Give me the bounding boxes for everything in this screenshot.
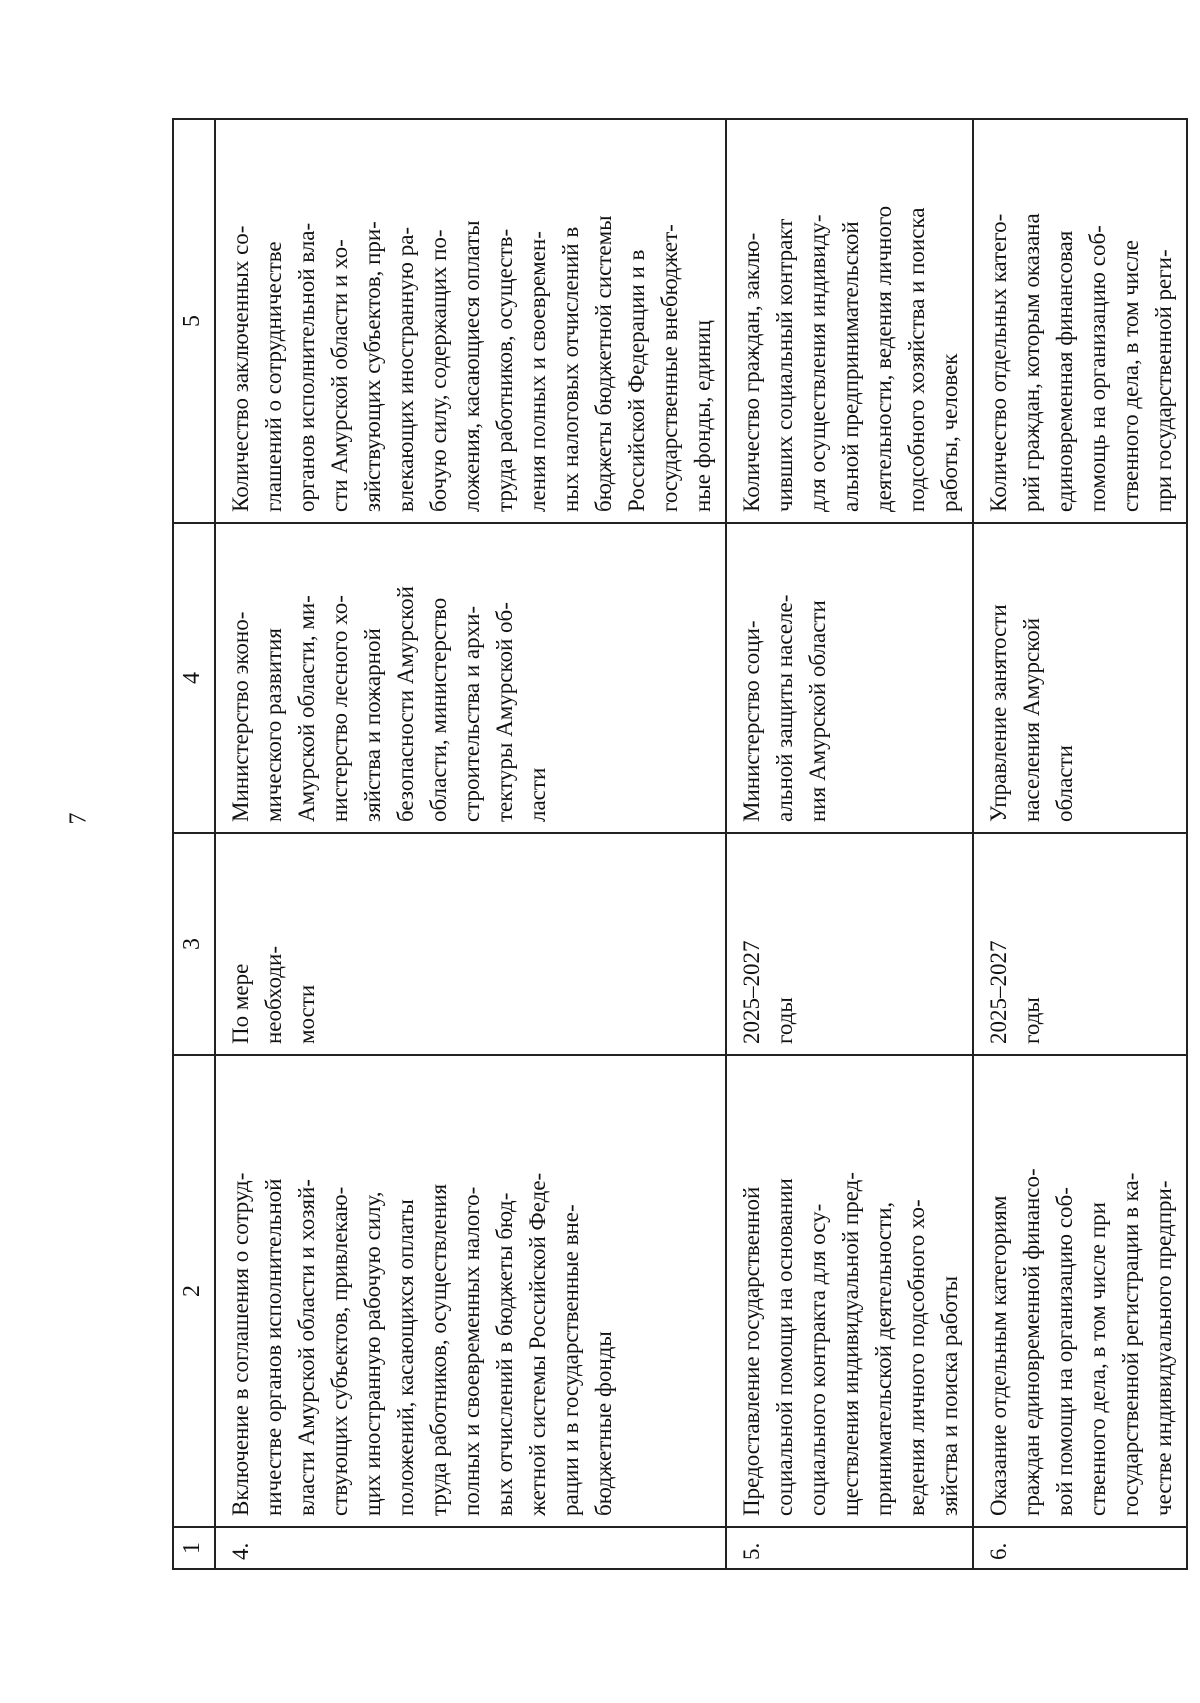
- row-number: 4.: [215, 1527, 726, 1569]
- table-row: [726, 119, 973, 1569]
- column-header: 5: [173, 119, 215, 523]
- column-header: 4: [173, 523, 215, 833]
- measure-cell: Оказание отдельным категориям граждан единовременной финансо- вой помощи на организацию соб- ственного дела, в том числе при государственной регистрации в ка- честве индивидуального предпри-: [973, 1055, 1187, 1527]
- column-header: 2: [173, 1055, 215, 1527]
- period-cell: 2025–2027 годы: [973, 833, 1187, 1055]
- measure-cell: Предоставление государственной социальной помощи на основании социального контракта для осу- ществления индивидуальной пред- принимательской деятельности, ведения личного подсобного хо- зяйства и поиска работы: [726, 1055, 973, 1527]
- executor-cell: Министерство соци- альной защиты населе- ния Амурской области: [726, 523, 973, 833]
- period-cell: 2025–2027 годы: [726, 833, 973, 1055]
- column-header: 3: [173, 833, 215, 1055]
- column-header: 1: [173, 1527, 215, 1569]
- measures-table: [172, 118, 1188, 1570]
- table-row: [215, 119, 726, 1569]
- indicator-cell: Количество граждан, заклю- чивших социальный контракт для осуществления индивиду- альной предпринимательской деятельности, ведения личного подсобного хозяйства и поиска работы, человек: [726, 119, 973, 523]
- table-header-row: [173, 119, 215, 1569]
- indicator-cell: Количество заключенных со- глашений о сотрудничестве органов исполнительной вла- сти Амурской области и хо- зяйствующих субъектов, при- влекающих иностранную ра- бочую силу, содержащих по- ложения, касающиеся оплаты труда работников, осуществ- ления полных и своевремен- ных налоговых отчислений в бюджеты бюджетной системы Российской Федерации и в государственные внебюджет- ные фонды, единиц: [215, 119, 726, 523]
- row-number: 5.: [726, 1527, 973, 1569]
- page-number: 7: [65, 812, 92, 825]
- measure-cell: Включение в соглашения о сотруд- ничестве органов исполнительной власти Амурской области и хозяй- ствующих субъектов, привлекаю- щих иностранную рабочую силу, положений, касающихся оплаты труда работников, осуществления полных и своевременных налого- вых отчислений в бюджеты бюд- жетной системы Российской Феде- рации и в государственные вне- бюджетные фонды: [215, 1055, 726, 1527]
- executor-cell: Управление занятости населения Амурской области: [973, 523, 1187, 833]
- table-row: [973, 119, 1187, 1569]
- executor-cell: Министерство эконо- мического развития Амурской области, ми- нистерство лесного хо- зяйства и пожарной безопасности Амурской области, министерство строительства и архи- тектуры Амурской об- ласти: [215, 523, 726, 833]
- period-cell: По мере необходи- мости: [215, 833, 726, 1055]
- indicator-cell: Количество отдельных катего- рий граждан, которым оказана единовременная финансовая помощь на организацию соб- ственного дела, в том числе при государственной реги-: [973, 119, 1187, 523]
- row-number: 6.: [973, 1527, 1187, 1569]
- rotated-table-sheet: [172, 120, 1176, 1570]
